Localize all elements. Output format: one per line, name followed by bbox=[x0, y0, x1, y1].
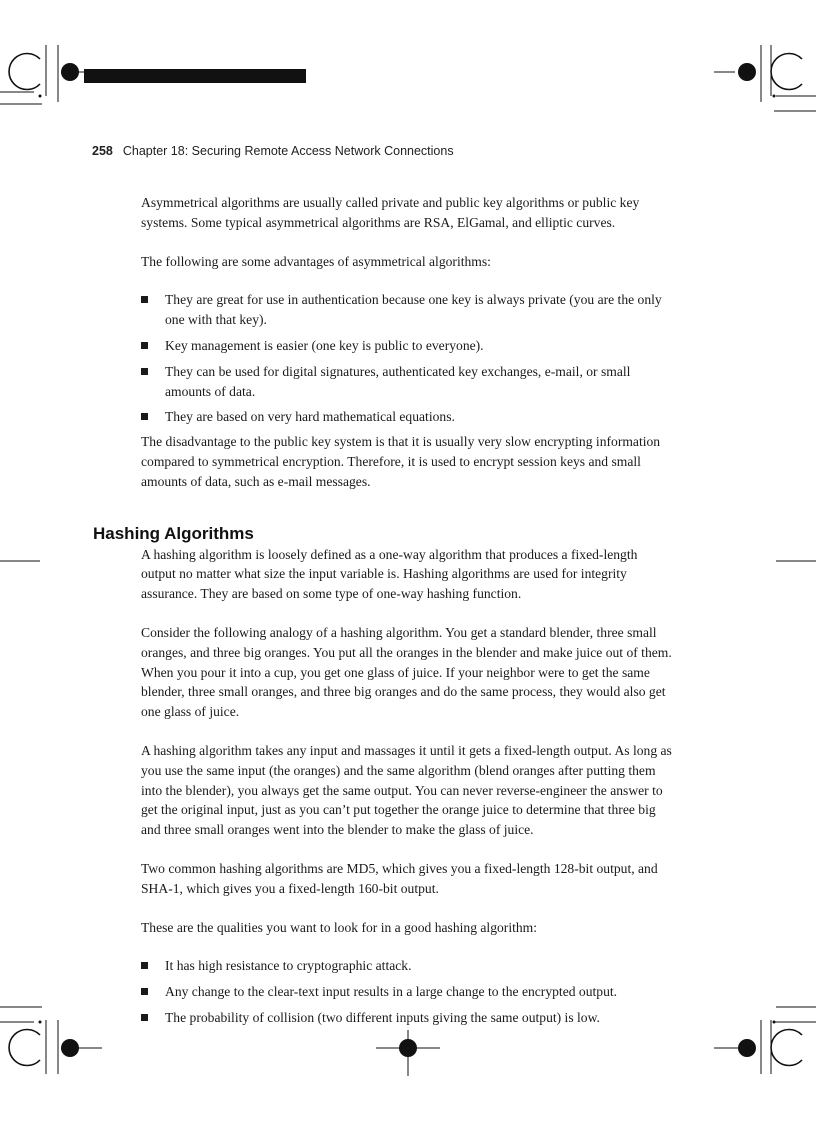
list-item: Any change to the clear-text input results in a large change to the encrypted output. bbox=[141, 982, 673, 1002]
section-heading: Hashing Algorithms bbox=[93, 523, 254, 543]
hashing-paragraph-3: A hashing algorithm takes any input and massages it until it gets a fixed-length output. As long as you use the same input (the oranges) and the same algorithm (blend oranges after putting them into the blender), you always get the same output. You can never reverse-engineer the answer to get the original input, just as you can’t put together the orange juice to determine that three big and three small oranges went into the blender to make the glass of juice. bbox=[141, 742, 672, 838]
list-item: They can be used for digital signatures, authenticated key exchanges, e-mail, or small amounts of data. bbox=[141, 362, 673, 402]
qualities-list bbox=[141, 956, 673, 1027]
page-number: 258 bbox=[92, 144, 113, 158]
list-item: The probability of collision (two different inputs giving the same output) is low. bbox=[141, 1008, 673, 1028]
bullet-square-icon bbox=[141, 368, 148, 375]
hashing-paragraph-4: Two common hashing algorithms are MD5, which gives you a fixed-length 128-bit output, and SHA-1, which gives you a fixed-length 160-bit output. bbox=[141, 860, 658, 896]
hashing-paragraph-2: Consider the following analogy of a hashing algorithm. You get a standard blender, three small oranges, and three big oranges. You put all the oranges in the blender and make juice out of them. When you pour it into a cup, you get one glass of juice. If your neighbor were to get the same blender, three small oranges, and three big oranges and do the same process, they would also get one glass of juice. bbox=[141, 624, 672, 720]
list-item: They are great for use in authentication because one key is always private (you are the only one with that key). bbox=[141, 290, 673, 330]
page-body bbox=[93, 193, 673, 1047]
bullet-square-icon bbox=[141, 962, 148, 969]
intro-paragraph-1: Asymmetrical algorithms are usually called private and public key algorithms or public key systems. Some typical asymmetrical algorithms are RSA, ElGamal, and elliptic curves. bbox=[141, 195, 640, 230]
list-item: It has high resistance to cryptographic attack. bbox=[141, 956, 673, 976]
bullet-square-icon bbox=[141, 296, 148, 303]
bullet-square-icon bbox=[141, 342, 148, 349]
chapter-title: Chapter 18: Securing Remote Access Network Connections bbox=[122, 144, 454, 158]
bullet-square-icon bbox=[141, 988, 148, 995]
hashing-paragraph-1: A hashing algorithm is loosely defined as a one-way algorithm that produces a fixed-length output no matter what size the input variable is. Hashing algorithms are used for integrity assurance. They are based on some type of one-way hashing function. bbox=[141, 546, 638, 602]
hashing-paragraph-5: These are the qualities you want to look for in a good hashing algorithm: bbox=[141, 919, 538, 935]
advantages-list bbox=[141, 290, 673, 427]
intro-paragraph-3: The disadvantage to the public key system is that it is usually very slow encrypting information compared to symmetrical encryption. Therefore, it is used to encrypt session keys and small amounts of data, such as e-mail messages. bbox=[141, 434, 661, 489]
bullet-square-icon bbox=[141, 1014, 148, 1021]
bullet-square-icon bbox=[141, 413, 148, 420]
running-head bbox=[92, 144, 454, 158]
list-item: Key management is easier (one key is public to everyone). bbox=[141, 336, 673, 356]
list-item: They are based on very hard mathematical equations. bbox=[141, 407, 673, 427]
intro-paragraph-2: The following are some advantages of asymmetrical algorithms: bbox=[141, 253, 491, 269]
